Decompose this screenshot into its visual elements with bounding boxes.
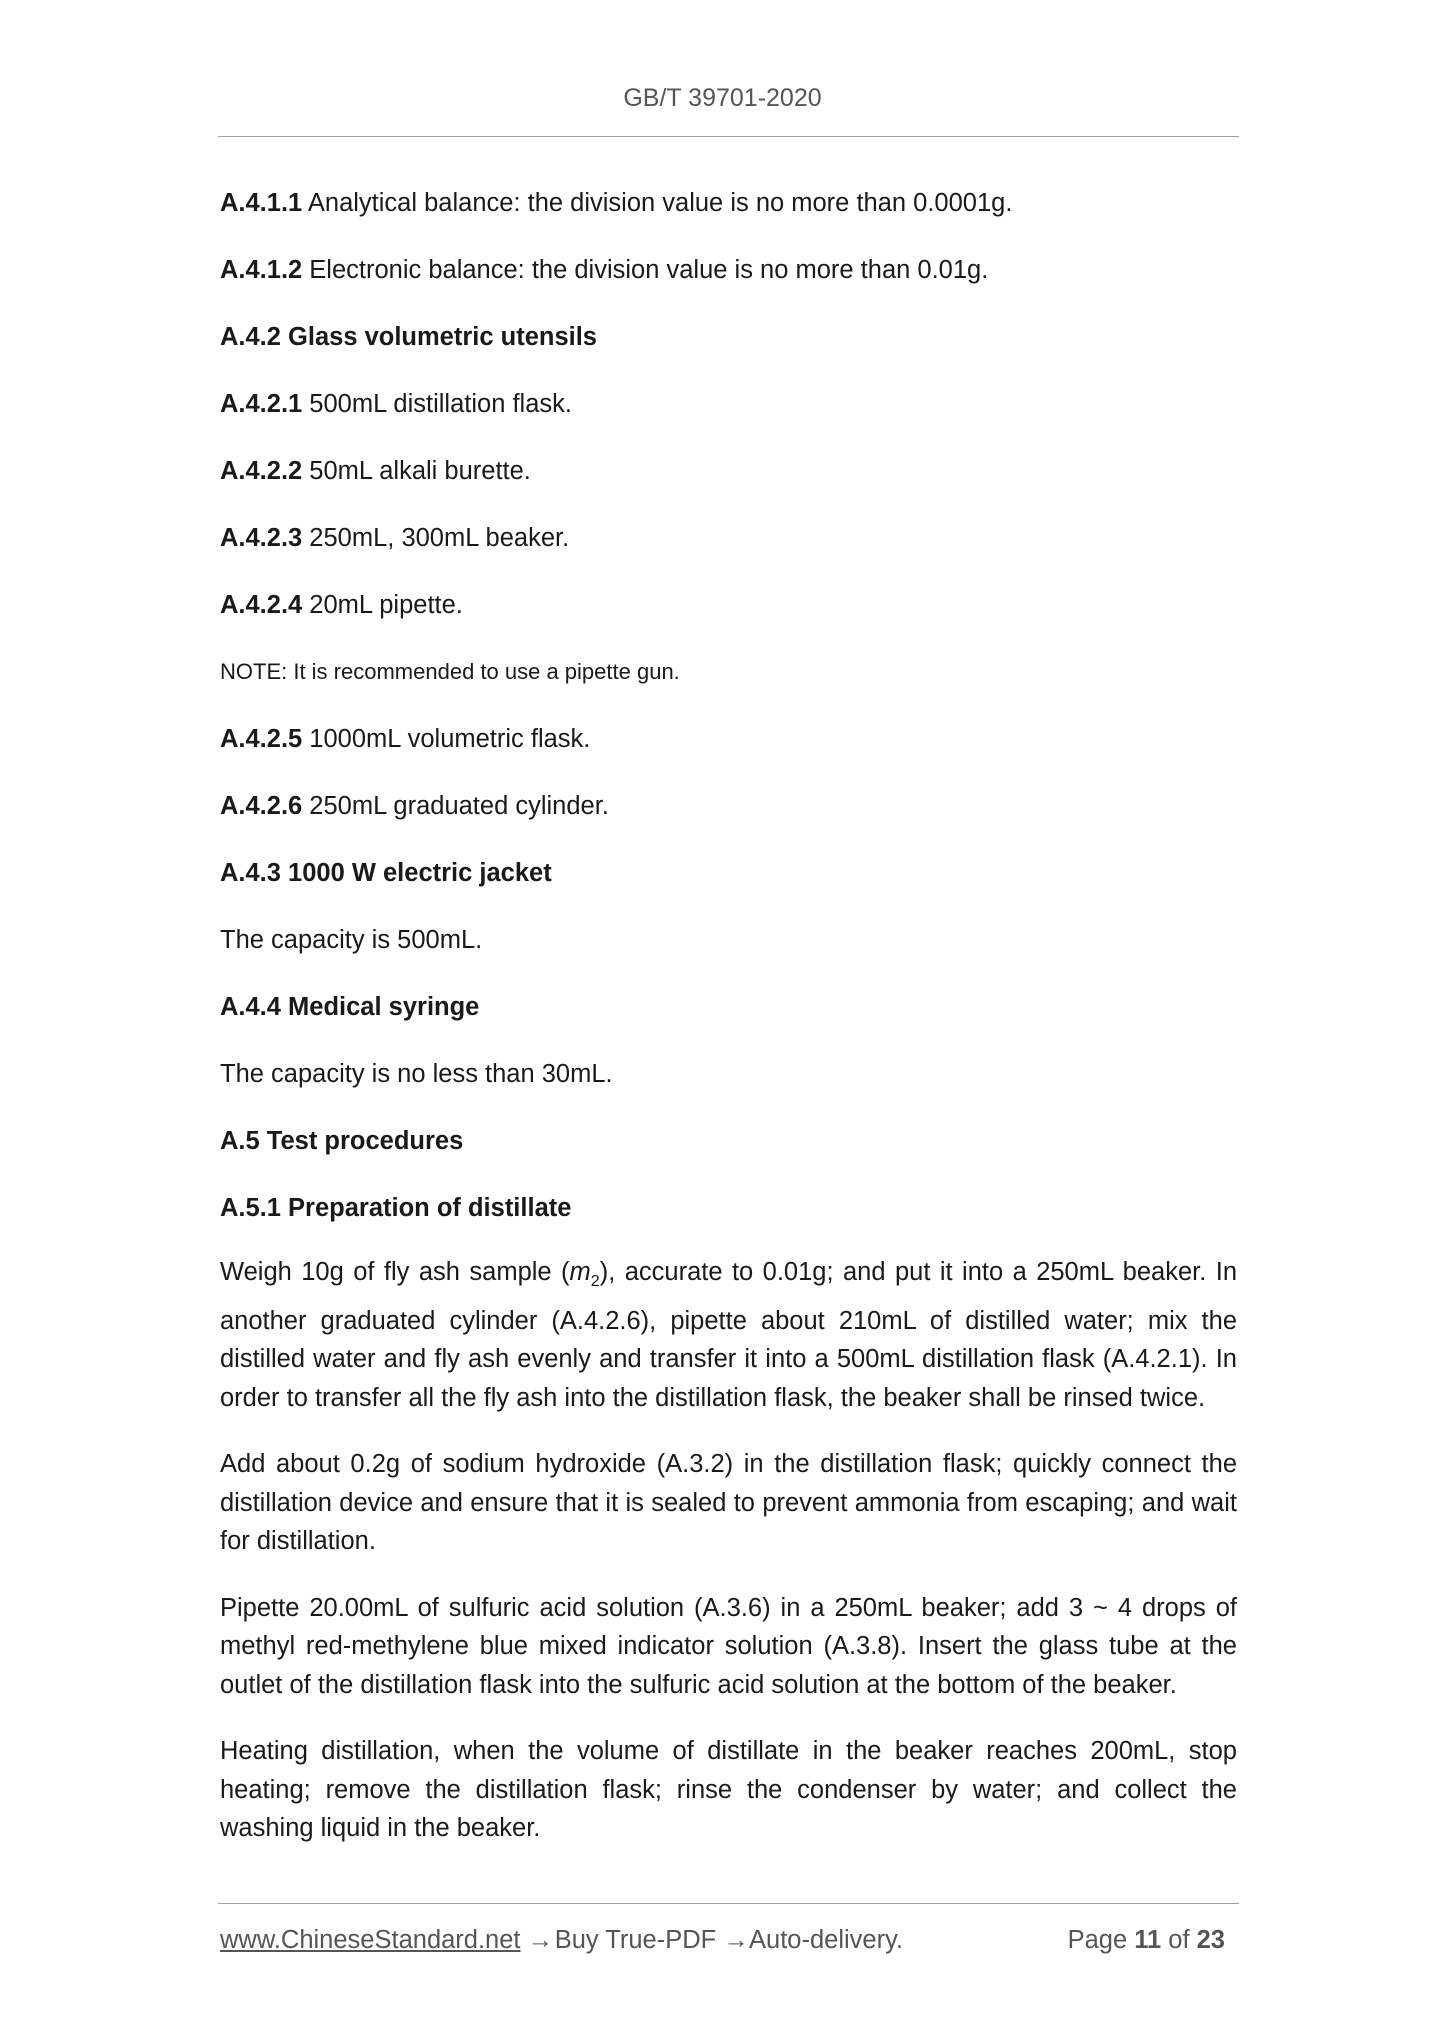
- note-pipette-gun: NOTE: It is recommended to use a pipette gun.: [220, 659, 680, 684]
- clause-a-4-2-1: [220, 387, 1237, 421]
- clause-a-4-1-1: [220, 186, 1237, 220]
- clause-a-4-2-5: [220, 722, 1237, 756]
- auto-delivery-text: Auto-delivery.: [743, 1926, 904, 1954]
- heading-electric-jacket: A.4.3 1000 W electric jacket: [220, 859, 552, 887]
- syringe-capacity-text: The capacity is no less than 30mL.: [220, 1060, 613, 1088]
- clause-number: A.4.2.1: [220, 390, 303, 418]
- clause-text: 500mL distillation flask.: [302, 390, 572, 418]
- paragraph-text: ), accurate to 0.01g; and put it into a 250mL beaker. In another graduated cylinder (A.4.2.6), pipette about 210mL of distilled water; mix the distilled water and fly ash evenly and transfer it into a 500mL distillation flask (A.4.2.1). In order to transfer all the fly ash into the distillation flask, the beaker shall be rinsed twice.: [220, 1258, 1237, 1412]
- clause-text: 20mL pipette.: [302, 591, 463, 619]
- clause-number: A.4.2.4: [220, 591, 303, 619]
- page-number: 11: [1134, 1926, 1162, 1954]
- variable-subscript: 2: [590, 1273, 600, 1291]
- page-indicator: [1068, 1922, 1225, 1958]
- paragraph-heating-distillation: Heating distillation, when the volume of distillate in the beaker reaches 200mL, stop heating; remove the distillation flask; rinse the condenser by water; and collect the washing liquid in the beaker.: [220, 1737, 1237, 1843]
- footer-divider: [218, 1903, 1239, 1904]
- jacket-capacity-text: The capacity is 500mL.: [220, 926, 483, 954]
- clause-text: 1000mL volumetric flask.: [302, 725, 591, 753]
- header-divider: [218, 136, 1239, 137]
- heading-medical-syringe: A.4.4 Medical syringe: [220, 993, 480, 1021]
- clause-a-4-2-4: [220, 588, 1237, 622]
- page-label: Page: [1067, 1926, 1135, 1954]
- clause-text: Electronic balance: the division value is no more than 0.01g.: [302, 256, 989, 284]
- clause-text: 250mL graduated cylinder.: [302, 792, 609, 820]
- of-label: of: [1161, 1926, 1197, 1954]
- clause-a-4-2-2: [220, 454, 1237, 488]
- heading-preparation-of-distillate: A.5.1 Preparation of distillate: [220, 1194, 572, 1222]
- clause-number: A.4.2.3: [220, 524, 303, 552]
- clause-text: 250mL, 300mL beaker.: [302, 524, 570, 552]
- clause-number: A.4.1.2: [220, 256, 303, 284]
- chinesestandard-link[interactable]: www.ChineseStandard.net: [220, 1926, 521, 1954]
- clause-a-4-1-2: [220, 253, 1237, 287]
- clause-number: A.4.2.2: [220, 457, 303, 485]
- document-header: GB/T 39701-2020: [623, 84, 822, 112]
- arrow-right-icon: →: [723, 1926, 749, 1954]
- clause-number: A.4.2.5: [220, 725, 303, 753]
- clause-text: 50mL alkali burette.: [302, 457, 531, 485]
- page-total: 23: [1196, 1926, 1225, 1954]
- heading-glass-volumetric-utensils: A.4.2 Glass volumetric utensils: [220, 323, 597, 351]
- paragraph-text: Weigh 10g of fly ash sample (: [220, 1258, 570, 1286]
- arrow-right-icon: →: [527, 1926, 554, 1954]
- clause-a-4-2-3: [220, 521, 1237, 555]
- variable-m: m: [569, 1258, 591, 1286]
- paragraph-add-sodium-hydroxide: Add about 0.2g of sodium hydroxide (A.3.2) in the distillation flask; quickly connect the distillation device and ensure that it is sealed to prevent ammonia from escaping; and wait for distillation.: [220, 1450, 1237, 1556]
- page-content: [220, 186, 1237, 1848]
- paragraph-pipette-sulfuric-acid: Pipette 20.00mL of sulfuric acid solution (A.3.6) in a 250mL beaker; add 3 ~ 4 drops of methyl red-methylene blue mixed indicator solution (A.3.8). Insert the glass tube at the outlet of the distillation flask into the sulfuric acid solution at the bottom of the beaker.: [220, 1593, 1237, 1699]
- buy-true-pdf-text: Buy True-PDF: [547, 1926, 724, 1954]
- clause-number: A.4.1.1: [220, 189, 303, 217]
- heading-test-procedures: A.5 Test procedures: [220, 1127, 464, 1155]
- page-footer: [220, 1922, 1237, 1958]
- clause-number: A.4.2.6: [220, 792, 303, 820]
- clause-text: Analytical balance: the division value is no more than 0.0001g.: [302, 189, 1013, 217]
- clause-a-4-2-6: [220, 789, 1237, 823]
- paragraph-weigh-sample: [220, 1253, 1237, 1417]
